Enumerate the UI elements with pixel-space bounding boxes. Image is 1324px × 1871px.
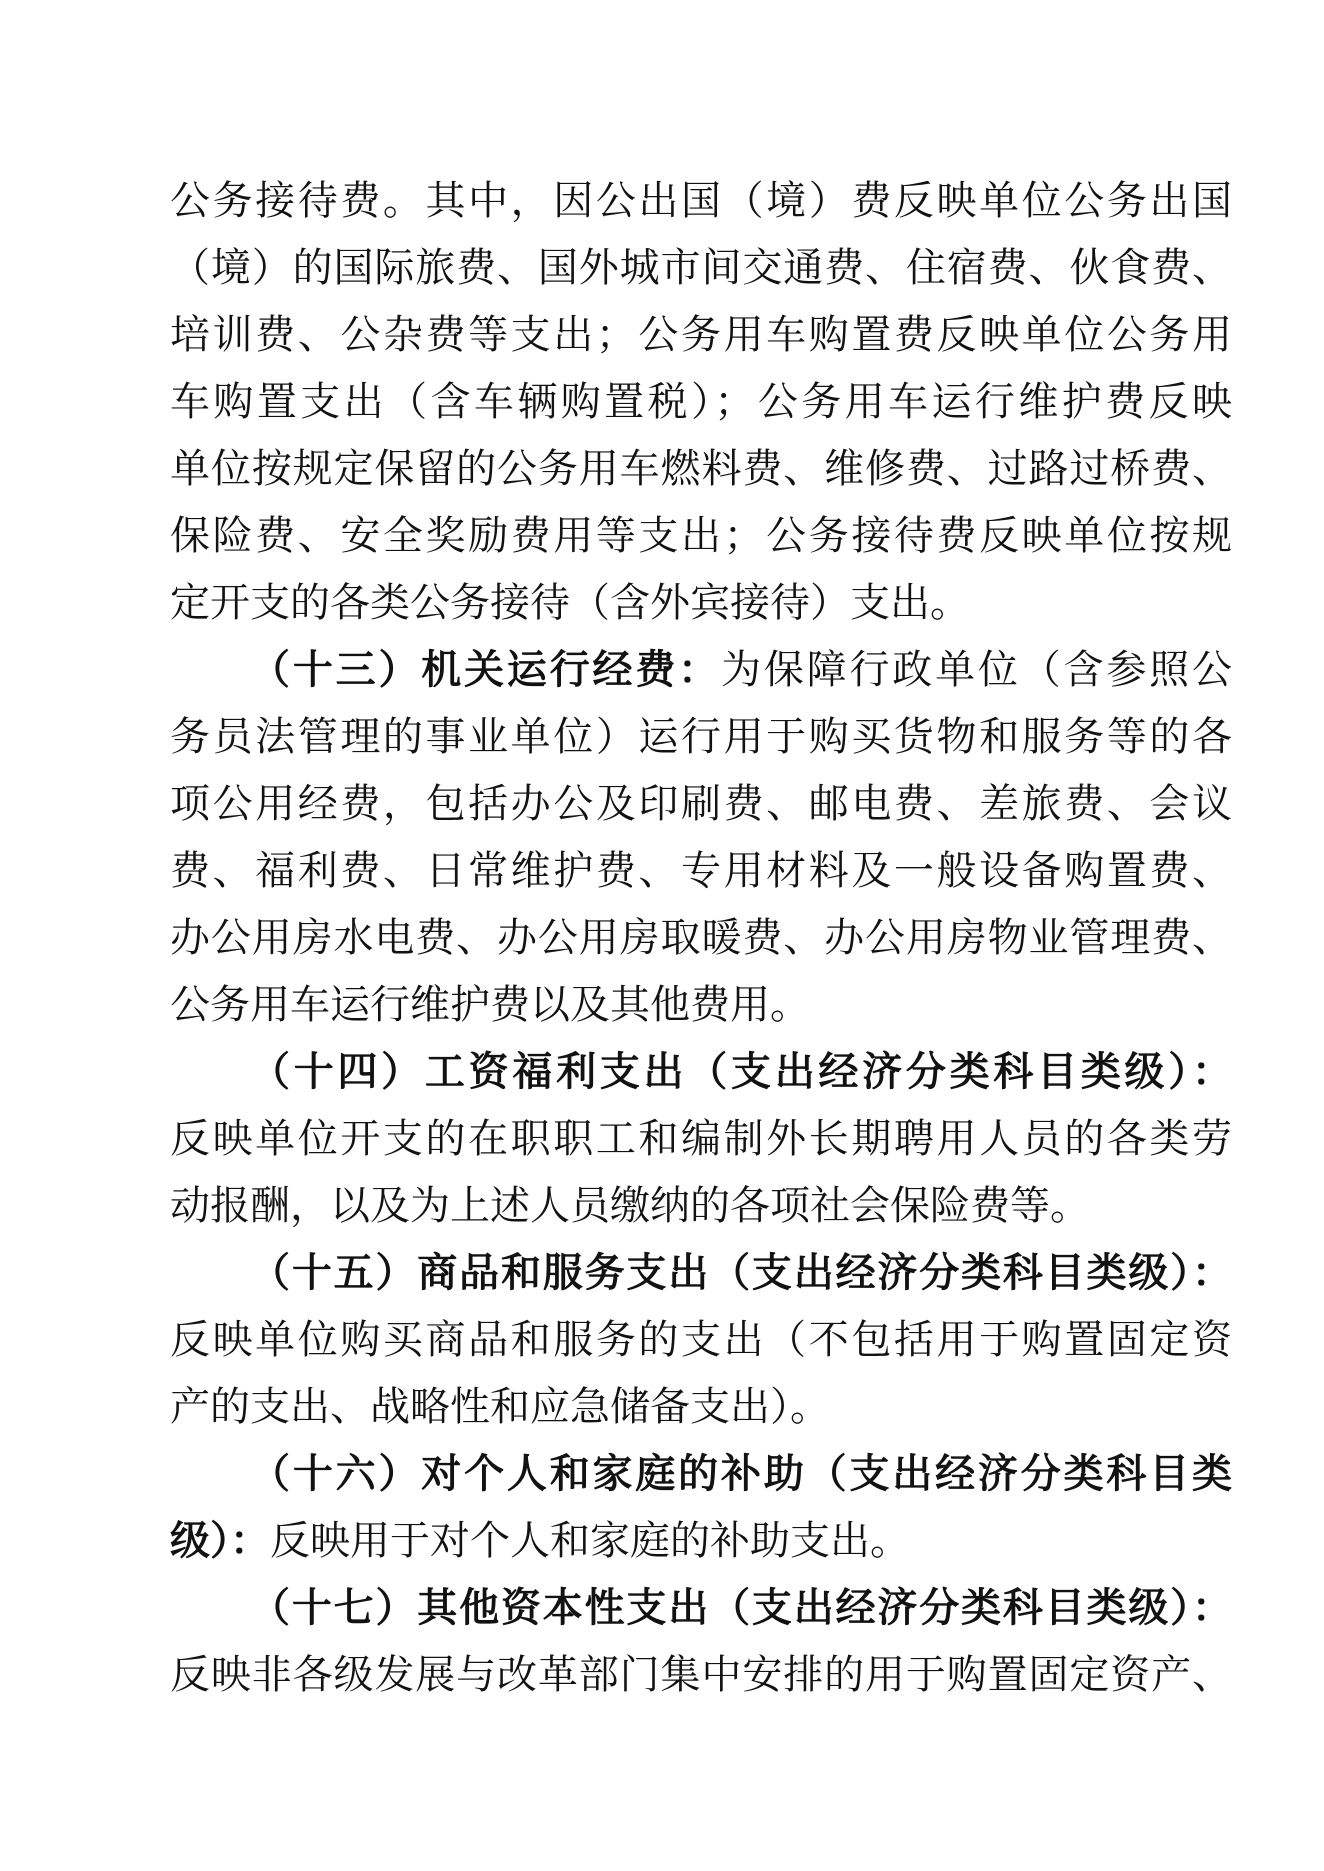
text-line [170, 234, 1232, 301]
heading-run: （十五）商品和服务支出（支出经济分类科目类级）： [250, 1250, 1232, 1295]
text-line [170, 301, 1232, 368]
text-line [170, 837, 1232, 904]
body-run: 公务用车运行维护费以及其他费用。 [170, 982, 810, 1027]
body-run: 产的支出、战略性和应急储备支出）。 [170, 1384, 830, 1429]
text-line [170, 1105, 1232, 1172]
body-run: 保险费、安全奖励费用等支出；公务接待费反映单位按规 [170, 513, 1232, 558]
text-line [170, 971, 1232, 1038]
body-run: 反映单位开支的在职职工和编制外长期聘用人员的各类劳 [170, 1116, 1232, 1161]
heading-run: （十三）机关运行经费： [250, 647, 721, 692]
text-line [170, 1172, 1232, 1239]
text-line [170, 1641, 1232, 1708]
body-run: 反映非各级发展与改革部门集中安排的用于购置固定资产、 [170, 1652, 1232, 1697]
heading-run: （十七）其他资本性支出（支出经济分类科目类级）： [250, 1585, 1232, 1630]
text-line [170, 703, 1232, 770]
body-run: 为保障行政单位（含参照公 [721, 647, 1232, 692]
body-run: 办公用房水电费、办公用房取暖费、办公用房物业管理费、 [170, 915, 1232, 960]
text-line [170, 904, 1232, 971]
body-run: 费、福利费、日常维护费、专用材料及一般设备购置费、 [170, 848, 1232, 893]
text-line [170, 1306, 1232, 1373]
text-line [170, 368, 1232, 435]
heading-run: （十四）工资福利支出（支出经济分类科目类级）： [250, 1049, 1232, 1094]
body-run: 反映单位购买商品和服务的支出（不包括用于购置固定资 [170, 1317, 1232, 1362]
body-run: 动报酬，以及为上述人员缴纳的各项社会保险费等。 [170, 1183, 1090, 1228]
body-run: 培训费、公杂费等支出；公务用车购置费反映单位公务用 [170, 312, 1232, 357]
text-line [170, 502, 1232, 569]
body-run: 反映用于对个人和家庭的补助支出。 [270, 1518, 910, 1563]
text-line [170, 167, 1232, 234]
text-line [170, 636, 1232, 703]
heading-run: 级）： [170, 1518, 270, 1563]
body-run: 务员法管理的事业单位）运行用于购买货物和服务等的各 [170, 714, 1232, 759]
text-line [170, 1239, 1232, 1306]
text-line [170, 1574, 1232, 1641]
body-run: （境）的国际旅费、国外城市间交通费、住宿费、伙食费、 [170, 245, 1232, 290]
body-run: 项公用经费，包括办公及印刷费、邮电费、差旅费、会议 [170, 781, 1232, 826]
text-line [170, 569, 1232, 636]
text-line [170, 435, 1232, 502]
text-line [170, 1507, 1232, 1574]
text-line [170, 1373, 1232, 1440]
heading-run: （十六）对个人和家庭的补助（支出经济分类科目类 [250, 1451, 1232, 1496]
body-run: 单位按规定保留的公务用车燃料费、维修费、过路过桥费、 [170, 446, 1232, 491]
text-line [170, 1038, 1232, 1105]
document-body [170, 167, 1232, 1708]
text-line [170, 1440, 1232, 1507]
text-line [170, 770, 1232, 837]
body-run: 车购置支出（含车辆购置税）；公务用车运行维护费反映 [170, 379, 1232, 424]
body-run: 定开支的各类公务接待（含外宾接待）支出。 [170, 580, 970, 625]
body-run: 公务接待费。其中，因公出国（境）费反映单位公务出国 [170, 178, 1232, 223]
